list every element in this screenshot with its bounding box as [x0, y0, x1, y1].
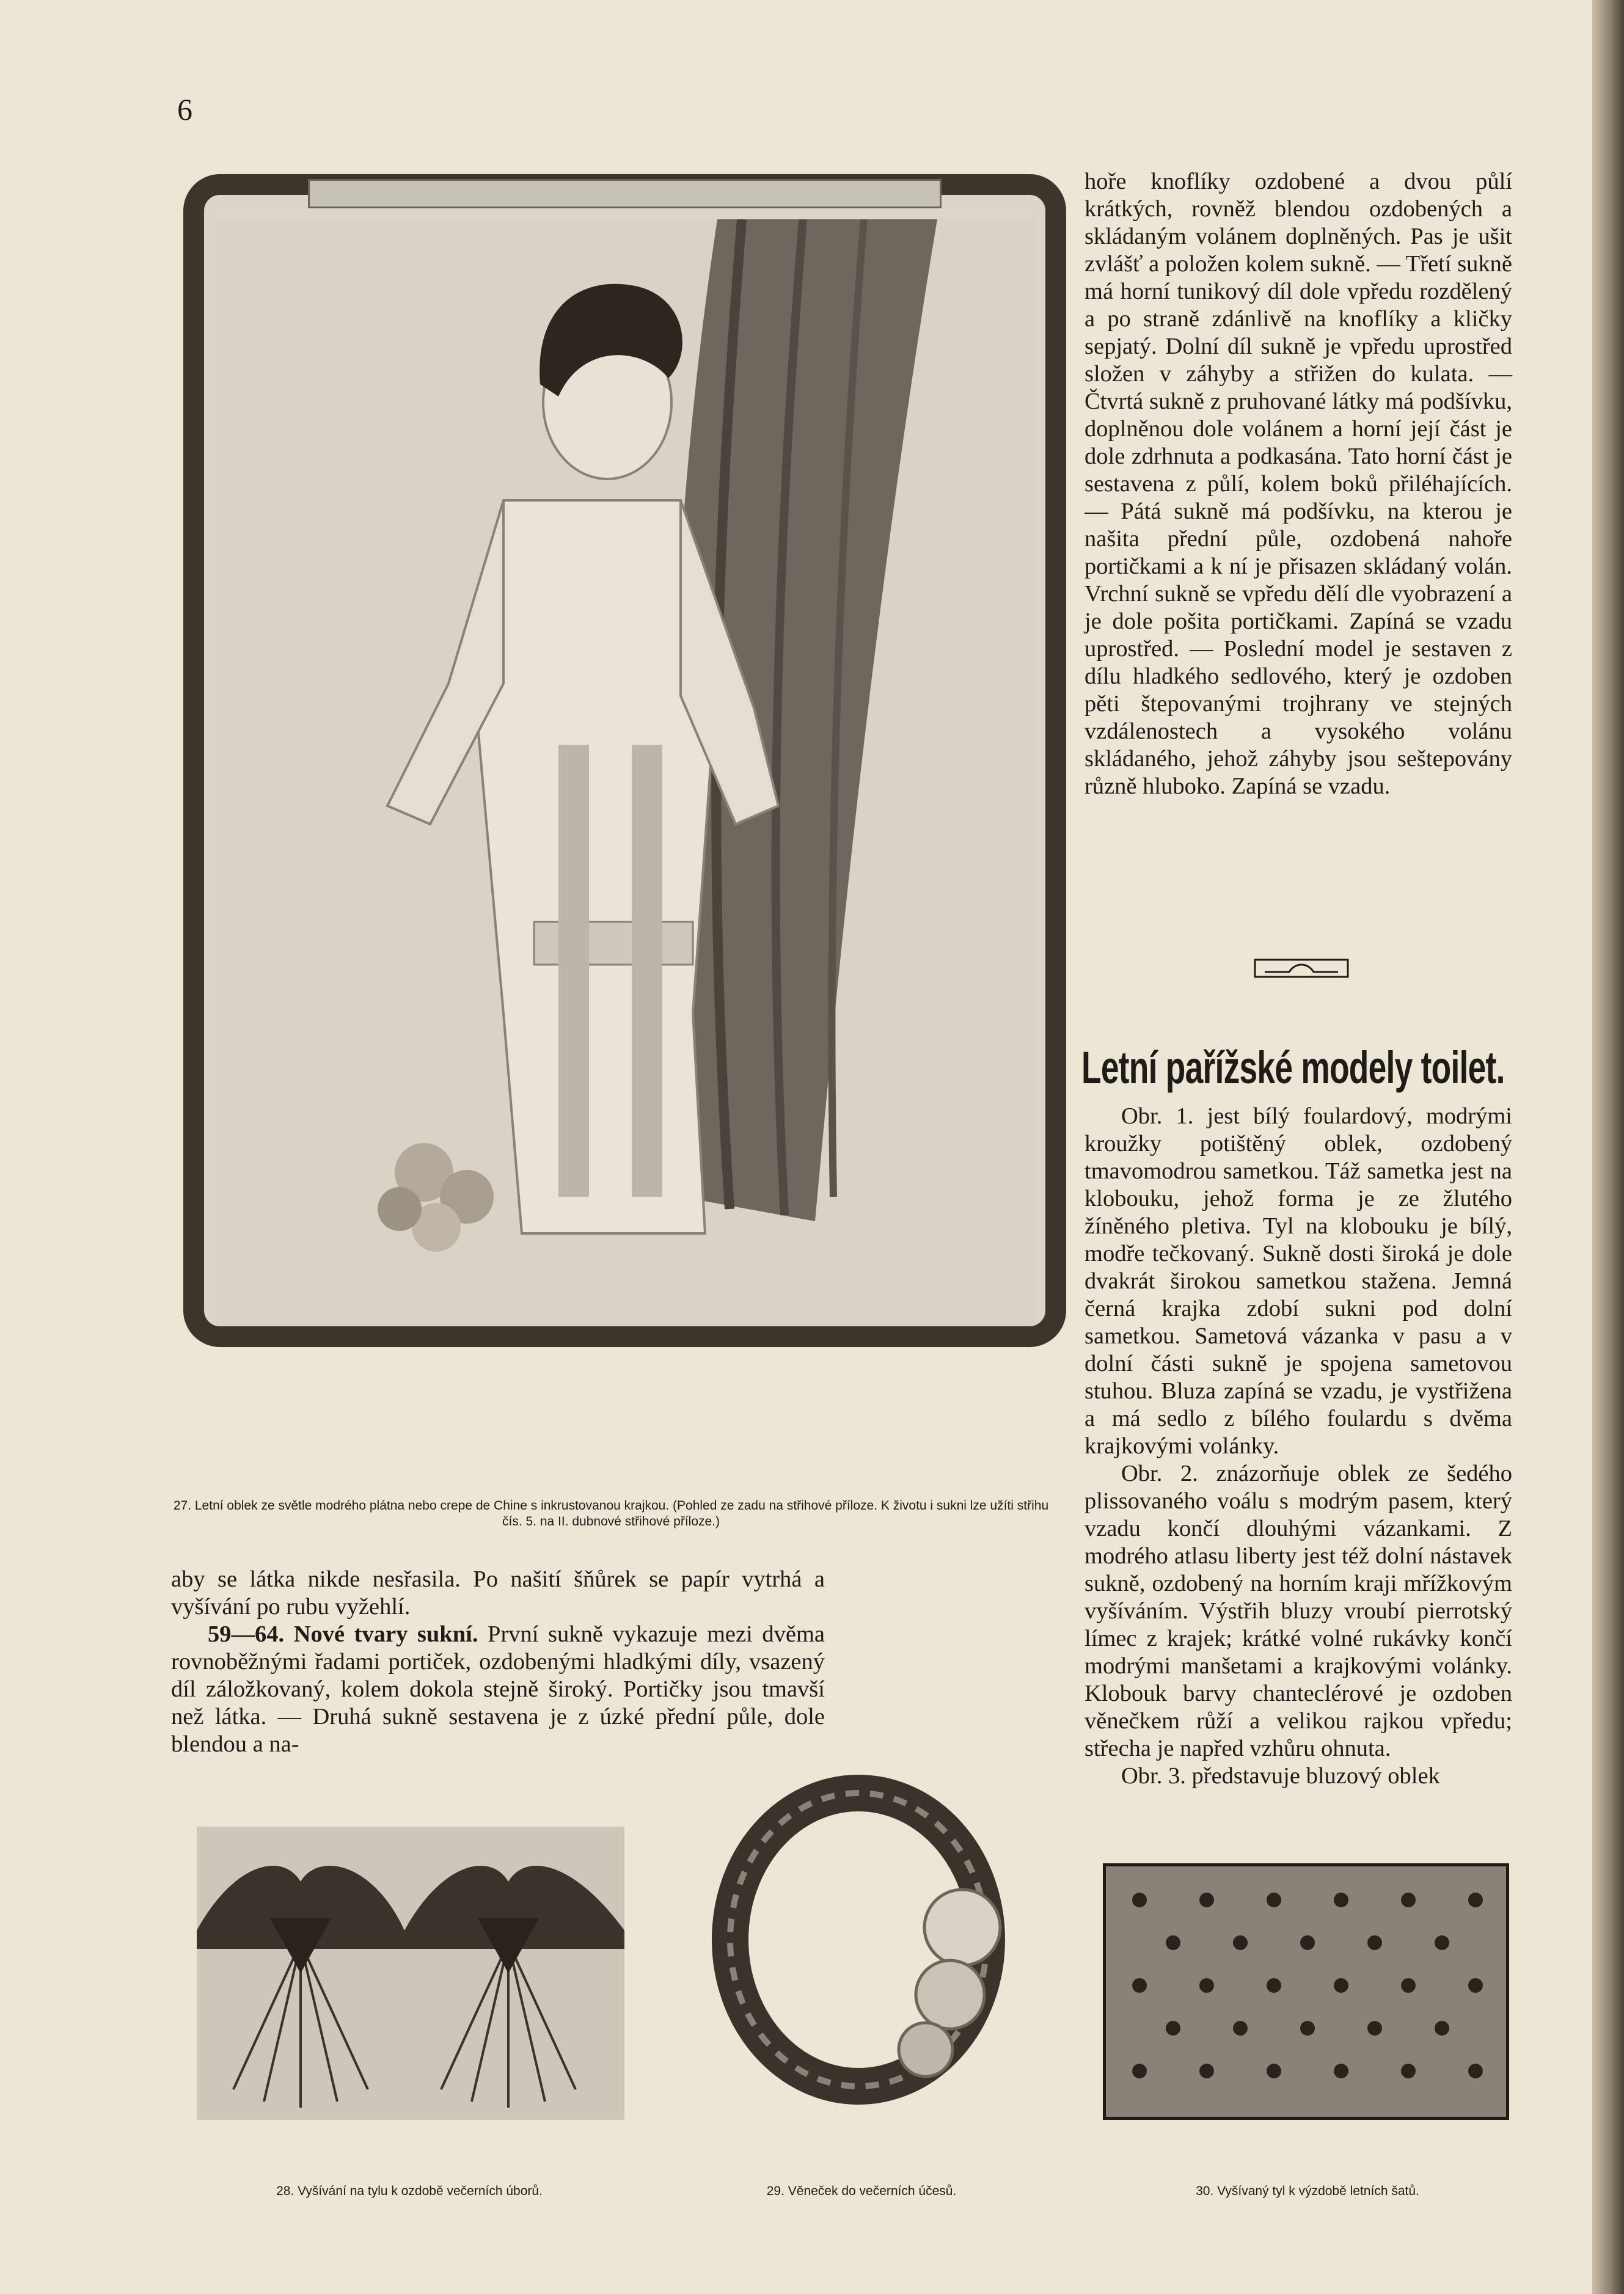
right-column-top — [1084, 168, 1512, 800]
woman-in-lace-dress-illustration-icon — [216, 219, 1035, 1325]
paragraph-obr-3: Obr. 3. představuje bluzový oblek — [1121, 1763, 1440, 1789]
paragraph: hoře knoflíky ozdobené a dvou půlí krátkých, rovněž blendou ozdobených a skládaným volánem doplněných. Pas je ušit zvlášť a položen kolem sukně. — Třetí sukně má horní tunikový díl dole vpředu rozdělený a po straně zdánlivě na knoflíky a kličky sepjatý. Dolní díl sukně je vpředu uprostřed složen v záhyby a střižen do kulata. — Čtvrtá sukně z pruhované látky má podšívku, doplněnou dole volánem a horní její část je dole zdrhnuta a podkasána. Tato horní část je sestavena z půlí, kolem boků přiléhajících. — Pátá sukně má podšívku, na kterou je našita přední půle, ozdobená nahoře portičkami a k ní je přisazen skládaný volán. Vrchní sukně se vpředu dělí dle vyobrazení a je dole pošita portičkami. Zapíná se vzadu uprostřed. — Poslední model je sestaven z dílu hladkého sedlového, který je ozdoben pěti štepovanými trojhrany ve stejných vzdálenostech a vysokého volánu skládaného, jehož záhyby jsou seštepovány různě hluboko. Zapíná se vzadu. — [1084, 169, 1513, 799]
embroidered-tulle-illustration-icon — [197, 1827, 624, 2120]
fig30-caption: 30. Vyšívaný tyl k výzdobě letních šatů. — [1196, 2184, 1419, 2198]
fig29-caption: 29. Věneček do večerních účesů. — [766, 2184, 957, 2198]
page-spine-shadow — [1592, 0, 1624, 2294]
left-column-lower — [171, 1566, 825, 1758]
section-heading: Letní pařížské modely toilet. — [1081, 1042, 1505, 1093]
skirts-lead: 59—64. Nové tvary sukní. — [208, 1621, 478, 1647]
skirts-body: První sukně vykazuje mezi dvěma rovnoběžnými řadami portiček, ozdobenými hladkými díly, vsazený díl záložkovaný, kolem dokola stejně široký. Portičky jsou tmavší než látka. — Druhá sukně sestavena je z úzké přední půle, dole blendou a na- — [171, 1621, 825, 1757]
paragraph-continuation: aby se látka nikde nesřasila. Po našití šňůrek se papír vytrhá a vyšívání po rubu vyžehlí. — [171, 1566, 825, 1620]
right-column-bottom — [1084, 1103, 1512, 1790]
fig27-frame — [183, 174, 1066, 1347]
dotted-tulle-illustration-icon — [1103, 1863, 1509, 2120]
paragraph-obr-1: Obr. 1. jest bílý foulardový, modrými kroužky potištěný oblek, ozdobený tmavomodrou sametkou. Táž sametka jest na klobouku, jehož forma je ze žlutého žíněného pletiva. Tyl na klobouku je bílý, modře tečkovaný. Sukně dosti široká je dole dvakrát širokou sametkou stažena. Jemná černá krajka zdobí sukni pod dolní sametkou. Sametová vázanka v pasu a v dolní části sukně je spojena sametovou stuhou. Bluza zapíná se vzadu, je vystřižena a má sedlo z bílého foulardu s dvěma krajkovými volánky. — [1084, 1103, 1512, 1459]
fig27-caption: 27. Letní oblek ze světle modrého plátna nebo crepe de Chine s inkrustovanou krajkou. (Pohled ze zadu na střihové příloze. K životu i sukni lze užíti střihu čís. 5. na II. dubnové střihové příloze.) — [173, 1499, 1049, 1529]
paragraph-obr-2: Obr. 2. znázorňuje oblek ze šedého plissovaného voálu s modrým pasem, který vzadu končí dlouhými vázankami. Z modrého atlasu liberty jest též dolní nástavek sukně, ozdobený na horním kraji mřížkovým vyšíváním. Výstřih bluzy vroubí pierrotský límec z krajek; krátké volné rukávky končí modrými manšetami a krajkovými volánky. Klobouk barvy chanteclérové je ozdoben věnečkem růží a velikou rajkou vpředu; střecha je napřed vzhůru ohnuta. — [1084, 1461, 1512, 1761]
ornamental-divider-icon — [1253, 956, 1350, 981]
fig28-caption: 28. Vyšívání na tylu k ozdobě večerních úborů. — [276, 2184, 543, 2198]
evening-wreath-illustration-icon — [675, 1738, 1066, 2135]
page-number: 6 — [177, 92, 192, 126]
